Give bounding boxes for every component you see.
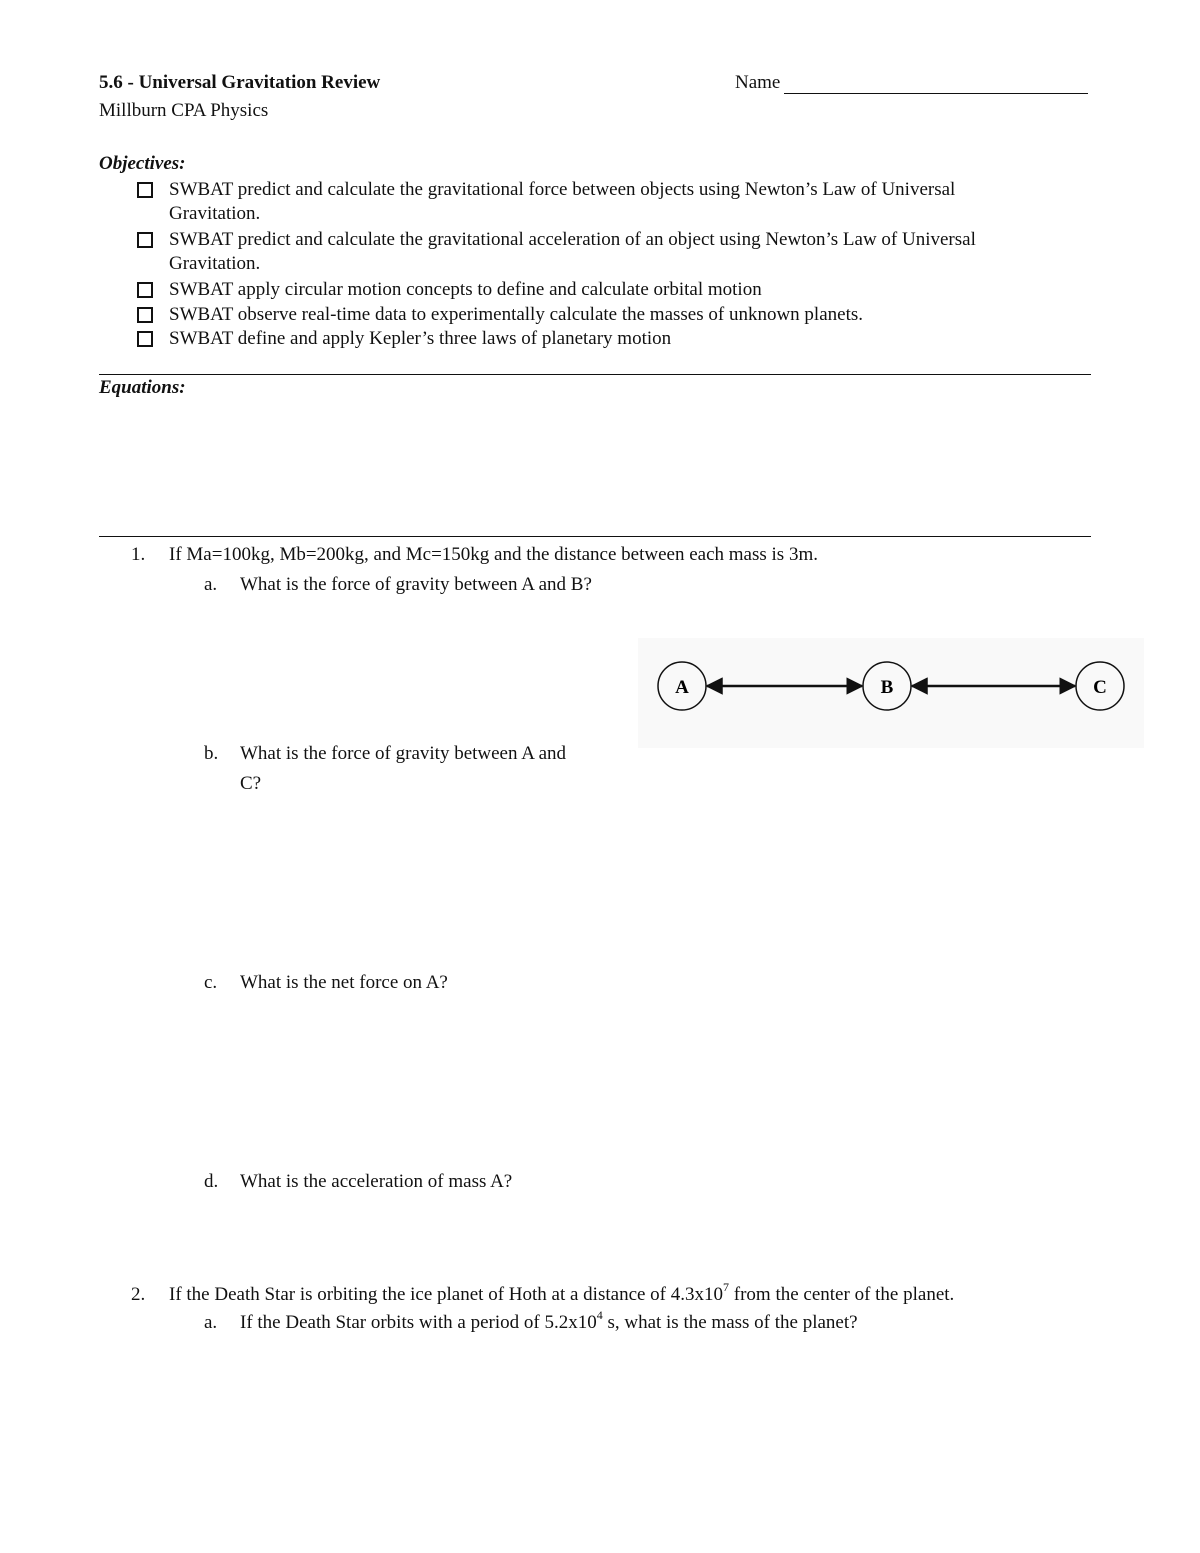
question-1b-text-line1: What is the force of gravity between A and	[240, 743, 567, 764]
objective-5: SWBAT define and apply Kepler’s three laws of planetary motion	[169, 328, 672, 349]
equations-heading: Equations:	[99, 377, 186, 398]
question-1d-text: What is the acceleration of mass A?	[240, 1171, 513, 1192]
question-1b-label: b.	[204, 743, 219, 764]
question-2a-text	[240, 1307, 858, 1334]
course-subtitle: Millburn CPA Physics	[99, 100, 269, 121]
question-1d-label: d.	[204, 1171, 219, 1192]
objective-2-line1: SWBAT predict and calculate the gravitational acceleration of an object using Newton’s Law of Universal	[169, 229, 976, 250]
question-2a-text-start: If the Death Star orbits with a period of 5.2x10	[240, 1312, 597, 1333]
name-field[interactable]	[735, 72, 1088, 94]
objective-3: SWBAT apply circular motion concepts to define and calculate orbital motion	[169, 279, 762, 300]
name-label: Name	[735, 72, 781, 93]
question-2-exponent: 7	[723, 1279, 730, 1294]
worksheet-title: 5.6 - Universal Gravitation Review	[99, 72, 381, 93]
question-1-text: If Ma=100kg, Mb=200kg, and Mc=150kg and the distance between each mass is 3m.	[169, 544, 818, 565]
question-1a-label: a.	[204, 574, 218, 595]
question-2-text-end: from the center of the planet.	[729, 1284, 955, 1305]
section-divider	[99, 374, 1091, 375]
name-blank-line[interactable]	[784, 73, 1088, 94]
checkbox-icon	[137, 282, 153, 298]
question-1c-label: c.	[204, 972, 218, 993]
question-2-text-start: If the Death Star is orbiting the ice planet of Hoth at a distance of 4.3x10	[169, 1284, 724, 1305]
masses-diagram-svg	[638, 638, 1144, 748]
objective-2-line2: Gravitation.	[169, 253, 261, 274]
question-2a-exponent: 4	[596, 1307, 603, 1322]
mass-b-label: B	[880, 677, 894, 698]
question-1c-text: What is the net force on A?	[240, 972, 448, 993]
checkbox-icon	[137, 331, 153, 347]
question-2a-label: a.	[204, 1312, 218, 1333]
question-2-number: 2.	[131, 1284, 146, 1305]
question-2a-text-end: s, what is the mass of the planet?	[602, 1312, 858, 1333]
objectives-heading: Objectives:	[99, 153, 186, 174]
objective-1-line1: SWBAT predict and calculate the gravitational force between objects using Newton’s Law of Universal	[169, 179, 956, 200]
objective-1-line2: Gravitation.	[169, 203, 261, 224]
question-1a-text: What is the force of gravity between A and B?	[240, 574, 592, 595]
checkbox-icon	[137, 307, 153, 323]
section-divider	[99, 536, 1091, 537]
checkbox-icon	[137, 232, 153, 248]
question-2-text	[169, 1279, 955, 1306]
question-1b-text-line2: C?	[240, 773, 262, 794]
masses-diagram	[638, 638, 1144, 748]
objective-4: SWBAT observe real-time data to experimentally calculate the masses of unknown planets.	[169, 304, 863, 325]
mass-a-label: A	[675, 677, 689, 698]
checkbox-icon	[137, 182, 153, 198]
question-1-number: 1.	[131, 544, 146, 565]
mass-c-label: C	[1093, 677, 1107, 698]
